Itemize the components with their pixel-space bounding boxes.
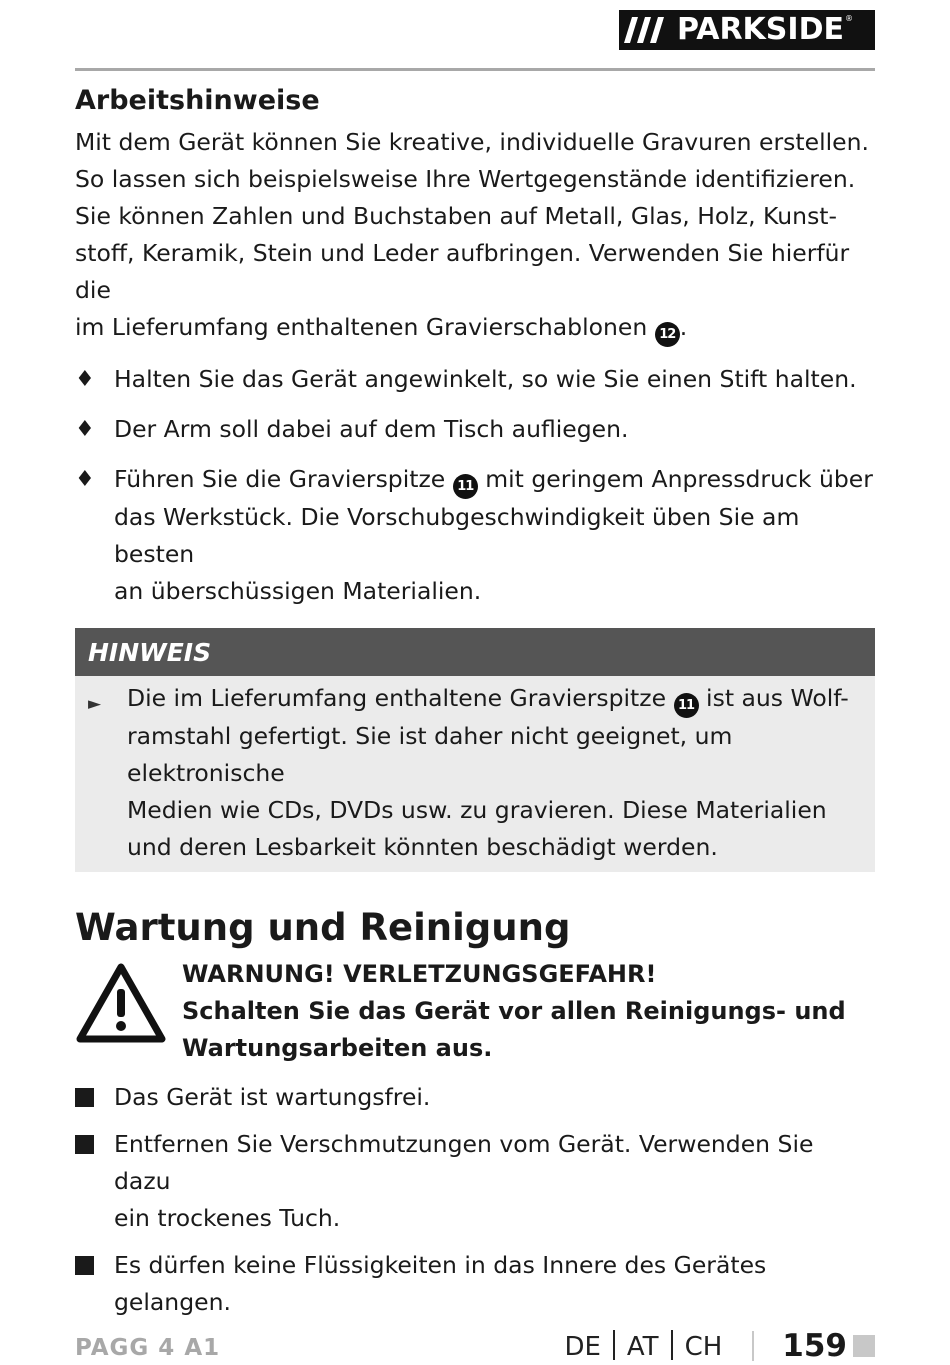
warning-text: Wartungsarbeiten aus. <box>182 1034 493 1062</box>
square-bullet-icon <box>75 1256 94 1275</box>
list-item <box>75 1247 875 1321</box>
intro-line: im Lieferumfang enthaltenen Gravierschablonen <box>75 313 648 341</box>
list-item-text: ein trockenes Tuch. <box>114 1204 341 1232</box>
page-number: 159 <box>782 1328 847 1364</box>
list-item-text: an überschüssigen Materialien. <box>114 577 482 605</box>
intro-line: stoff, Keramik, Stein und Leder aufbringen. Verwenden Sie hierfür die <box>75 239 850 304</box>
list-item-text: Entfernen Sie Verschmutzungen vom Gerät. Verwenden Sie dazu <box>114 1130 814 1195</box>
parkside-logo <box>619 10 875 50</box>
note-heading: HINWEIS <box>75 628 875 676</box>
intro-paragraph <box>75 124 875 347</box>
brand-name: PARKSIDE <box>677 12 844 47</box>
note-text: Die im Lieferumfang enthaltene Gravierspitze <box>127 684 667 712</box>
list-item <box>75 361 875 398</box>
page-marker-square <box>853 1335 875 1357</box>
arrow-bullet-icon: ► <box>88 694 102 714</box>
list-item-text: Halten Sie das Gerät angewinkelt, so wie Sie einen Stift halten. <box>114 365 857 393</box>
list-item <box>75 411 875 448</box>
ref-number-11: 11 <box>453 474 478 499</box>
section-title-wartung: Wartung und Reinigung <box>75 906 571 949</box>
intro-line: Sie können Zahlen und Buchstaben auf Metall, Glas, Holz, Kunst- <box>75 202 838 230</box>
intro-period: . <box>679 313 688 341</box>
list-item-text: Der Arm soll dabei auf dem Tisch aufliegen. <box>114 415 629 443</box>
list-item <box>75 1126 875 1237</box>
country-code: CH <box>684 1332 723 1362</box>
footer-right <box>564 1328 875 1364</box>
list-item-text: Es dürfen keine Flüssigkeiten in das Innere des Gerätes gelangen. <box>114 1251 767 1316</box>
note-text: ramstahl gefertigt. Sie ist daher nicht geeignet, um elektronische <box>127 722 733 787</box>
intro-line: Mit dem Gerät können Sie kreative, individuelle Gravuren erstellen. <box>75 128 869 156</box>
country-code: AT <box>626 1332 659 1362</box>
note-text: und deren Lesbarkeit könnten beschädigt werden. <box>127 833 718 861</box>
warning-triangle-icon <box>75 962 167 1048</box>
registered-mark: ® <box>844 13 853 23</box>
note-text: Medien wie CDs, DVDs usw. zu gravieren. Diese Materialien <box>127 796 827 824</box>
section-title-arbeitshinweise: Arbeitshinweise <box>75 85 320 116</box>
note-body <box>75 676 875 872</box>
warning-text: Schalten Sie das Gerät vor allen Reinigungs- und <box>182 997 846 1025</box>
country-separator <box>671 1330 673 1360</box>
maintenance-list <box>75 1079 875 1321</box>
list-item <box>75 461 875 610</box>
ref-number-11: 11 <box>674 693 699 718</box>
list-item <box>75 1079 875 1116</box>
list-item-text: mit geringem Anpressdruck über <box>485 465 873 493</box>
list-item-text: Führen Sie die Gravierspitze <box>114 465 446 493</box>
country-code: DE <box>564 1332 601 1362</box>
warning-heading: WARNUNG! VERLETZUNGSGEFAHR! <box>182 960 657 988</box>
note-text: ist aus Wolf- <box>706 684 849 712</box>
diamond-bullet-icon: ♦ <box>75 417 95 442</box>
header-rule <box>75 68 875 71</box>
country-codes <box>564 1330 722 1362</box>
square-bullet-icon <box>75 1135 94 1154</box>
list-item-text: das Werkstück. Die Vorschubgeschwindigkeit üben Sie am besten <box>114 503 800 568</box>
warning-block <box>75 956 875 1067</box>
page-content <box>75 82 875 1331</box>
diamond-bullet-icon: ♦ <box>75 367 95 392</box>
ref-number-12: 12 <box>655 322 680 347</box>
intro-line: So lassen sich beispielsweise Ihre Wertgegenstände identifizieren. <box>75 165 856 193</box>
footer-model-number: PAGG 4 A1 <box>75 1335 221 1361</box>
square-bullet-icon <box>75 1088 94 1107</box>
logo-slashes-icon <box>619 10 671 50</box>
note-box <box>75 628 875 872</box>
footer-divider <box>752 1331 754 1361</box>
country-separator <box>613 1330 615 1360</box>
list-item-text: Das Gerät ist wartungsfrei. <box>114 1083 431 1111</box>
instruction-list <box>75 361 875 610</box>
diamond-bullet-icon: ♦ <box>75 467 95 492</box>
